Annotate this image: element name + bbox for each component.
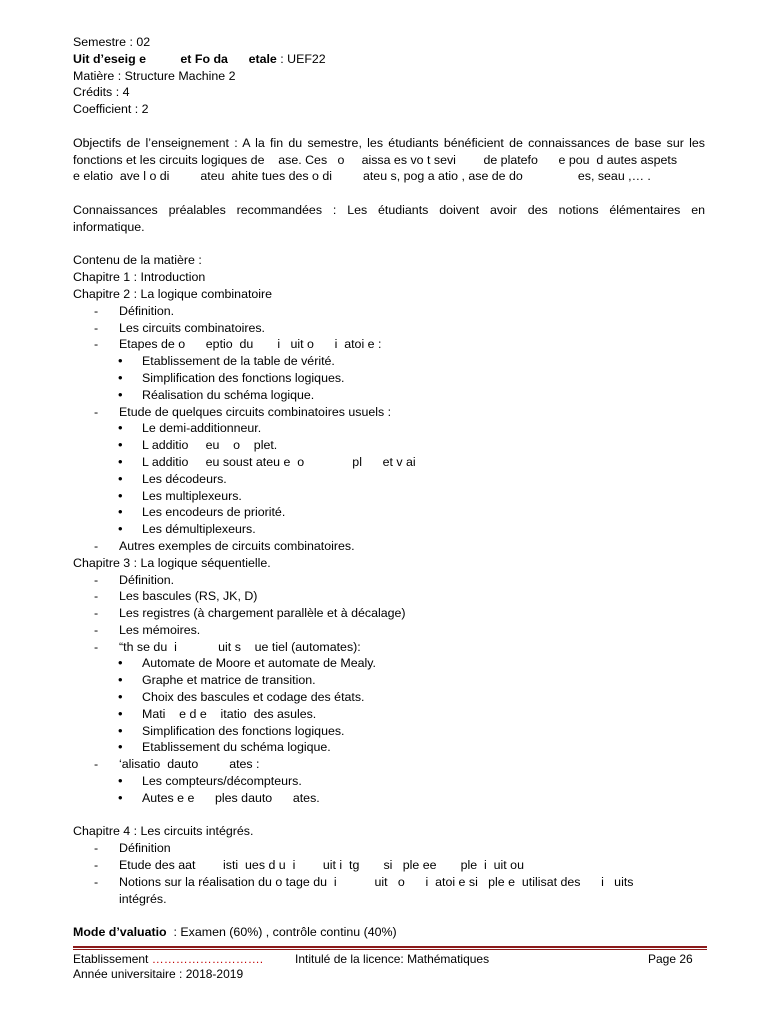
list-item: - Les circuits combinatoires. [94,320,265,335]
bullet-item: • Automate de Moore et automate de Mealy. [118,655,376,671]
chapter-2-sublist-2 [73,420,705,538]
chapter-4-title: Chapitre 4 : Les circuits intégrés. [73,824,254,839]
evaluation-value: : Examen (60%) , contrôle continu (40%) [166,925,397,940]
unite-line [73,51,705,68]
list-item: - Notions sur la réalisation du o tage du i uit o i atoi e si ple e utilisat des i uits intégrés. [94,874,634,906]
objectifs-line-3: e elatio ave l o di ateu ahite tues des o di ateu s, pog a atio , ase de do es, seau ,… . [73,169,651,184]
footer-page-number: Page 26 [648,952,693,966]
list-item: - Les bascules (RS, JK, D) [94,589,258,604]
objectifs-line-1: Objectifs de l’enseignement : A la fin du semestre, les étudiants bénéficient de connaissances de base sur les [73,135,705,150]
footer-licence: Intitulé de la licence: Mathématiques [295,952,490,966]
footer-rule-thin [73,949,707,950]
connaissances-line-1: Connaissances préalables recommandées : Les étudiants doivent avoir des notions élémentaires en [73,202,705,217]
footer-etablissement: Etablissement ………………………. [73,952,264,966]
evaluation-line [73,924,705,941]
list-item: - ‘alisatio dauto ates : [94,757,260,772]
list-item: - Définition [94,841,171,856]
list-item: - Etude de quelques circuits combinatoires usuels : [94,404,392,419]
semestre: Semestre : 02 [73,35,151,49]
bullet-item: • Graphe et matrice de transition. [118,672,316,688]
bullet-item: • Les décodeurs. [118,470,227,486]
bullet-item: • Choix des bascules et codage des états. [118,689,365,705]
coefficient: Coefficient : 2 [73,102,149,117]
list-item: - Définition. [94,303,175,318]
contenu-title: Contenu de la matière : [73,253,202,268]
bullet-item: • Etablissement de la table de vérité. [118,353,335,369]
matiere: Matière : Structure Machine 2 [73,68,236,83]
chapter-2-sublist-1 [73,353,705,403]
bullet-item: • L additio eu soust ateu e o pl et v ai [118,453,416,469]
bullet-item: • Simplification des fonctions logiques. [118,369,345,385]
evaluation-label: Mode d’valuatio [73,925,167,940]
chapter-1-title: Chapitre 1 : Introduction [73,270,206,285]
bullet-item: • Les encodeurs de priorité. [118,504,286,520]
list-item: - Les mémoires. [94,622,201,637]
list-item: - “th se du i uit s ue tiel (automates): [94,639,361,654]
credits: Crédits : 4 [73,85,130,100]
chapter-2-list [73,303,705,353]
chapter-3-title: Chapitre 3 : La logique séquentielle. [73,555,271,570]
list-item: - Définition. [94,572,175,587]
list-item: - Les registres (à chargement parallèle et à décalage) [94,606,406,621]
document-body [73,34,705,941]
bullet-item: • Les démultiplexeurs. [118,521,256,537]
footer-annee: Année universitaire : 2018-2019 [73,967,244,981]
bullet-item: • Autes e e ples dauto ates. [118,789,320,805]
chapter-3-list [73,572,705,656]
chapter-2-list-end [73,538,705,555]
chapter-3-sublist-1 [73,655,705,756]
objectifs-line-2: fonctions et les circuits logiques de ase. Ces o aissa es vo t sevi de platefo e pou d autes aspets [73,152,678,167]
chapter-3-list-cont [73,756,705,773]
chapter-3-sublist-2 [73,773,705,807]
connaissances-line-2: informatique. [73,219,145,234]
bullet-item: • Le demi-additionneur. [118,420,262,436]
bullet-item: • Mati e d e itatio des asules. [118,705,317,721]
bullet-item: • Etablissement du schéma logique. [118,739,331,755]
footer-dots: ………………………. [151,952,264,966]
unite-label: Uit d’eseig e et Fo da etale [73,51,277,66]
chapter-2-list-cont [73,404,705,421]
footer-rule [73,946,707,948]
list-item: - Etapes de o eptio du i uit o i atoi e : [94,337,382,352]
chapter-4-list [73,840,705,907]
chapter-2-title: Chapitre 2 : La logique combinatoire [73,286,273,301]
list-item: - Etude des aat isti ues d u i uit i tg si ple ee ple i uit ou [94,858,524,873]
bullet-item: • L additio eu o plet. [118,437,278,453]
list-item: - Autres exemples de circuits combinatoires. [94,538,355,553]
bullet-item: • Les compteurs/décompteurs. [118,773,302,789]
bullet-item: • Réalisation du schéma logique. [118,386,315,402]
bullet-item: • Les multiplexeurs. [118,487,242,503]
unite-value: : UEF22 [276,51,326,66]
bullet-item: • Simplification des fonctions logiques. [118,722,345,738]
